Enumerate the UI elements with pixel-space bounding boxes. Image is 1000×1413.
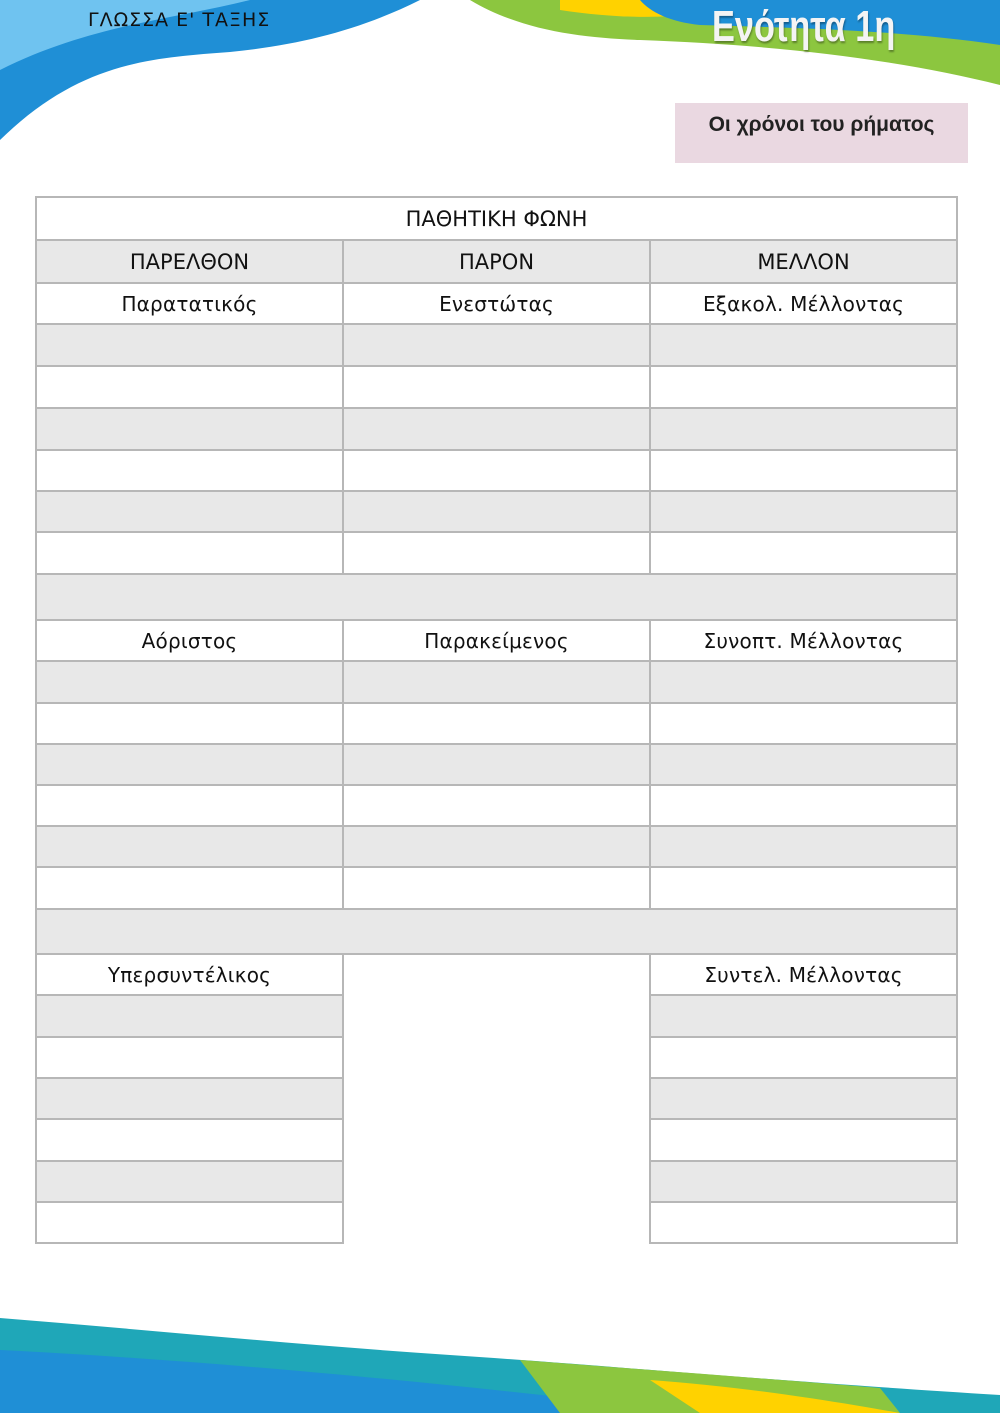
topic-box xyxy=(675,103,968,163)
answer-cell[interactable] xyxy=(649,743,958,786)
answer-cell[interactable] xyxy=(649,1077,958,1120)
answer-cell[interactable] xyxy=(35,743,344,786)
unit-title: Ενότητα 1η xyxy=(712,2,896,51)
answer-cell[interactable] xyxy=(342,743,651,786)
answer-cell[interactable] xyxy=(35,490,344,533)
answer-cell[interactable] xyxy=(35,994,344,1038)
answer-cell[interactable] xyxy=(342,449,651,492)
answer-cell[interactable] xyxy=(649,1160,958,1203)
answer-cell[interactable] xyxy=(35,825,344,868)
tense-header-imperfect: Παρατατικός xyxy=(35,282,344,325)
section-separator xyxy=(35,573,958,621)
tense-header-simple-future: Συνοπτ. Μέλλοντας xyxy=(649,619,958,662)
answer-cell[interactable] xyxy=(35,660,344,704)
answer-cell[interactable] xyxy=(649,866,958,910)
answer-cell[interactable] xyxy=(342,323,651,367)
answer-cell[interactable] xyxy=(35,702,344,745)
subject-label: ΓΛΩΣΣΑ Ε' ΤΑΞΗΣ xyxy=(88,9,271,31)
answer-cell[interactable] xyxy=(649,365,958,409)
answer-cell[interactable] xyxy=(649,784,958,827)
tense-header-continuous-future: Εξακολ. Μέλλοντας xyxy=(649,282,958,325)
answer-cell[interactable] xyxy=(35,323,344,367)
tense-header-present: Ενεστώτας xyxy=(342,282,651,325)
section-separator xyxy=(35,908,958,955)
column-header-past: ΠΑΡΕΛΘΟΝ xyxy=(35,239,344,284)
answer-cell[interactable] xyxy=(342,531,651,575)
answer-cell[interactable] xyxy=(342,660,651,704)
answer-cell[interactable] xyxy=(35,1036,344,1079)
answer-cell[interactable] xyxy=(649,1118,958,1162)
tense-header-perfect: Παρακείμενος xyxy=(342,619,651,662)
answer-cell[interactable] xyxy=(35,1077,344,1120)
answer-cell[interactable] xyxy=(35,531,344,575)
answer-cell[interactable] xyxy=(342,490,651,533)
answer-cell[interactable] xyxy=(649,1201,958,1244)
answer-cell[interactable] xyxy=(35,1118,344,1162)
answer-cell[interactable] xyxy=(649,994,958,1038)
answer-cell[interactable] xyxy=(35,1160,344,1203)
answer-cell[interactable] xyxy=(35,784,344,827)
tense-header-future-perfect: Συντελ. Μέλλοντας xyxy=(649,953,958,996)
answer-cell[interactable] xyxy=(35,365,344,409)
answer-cell[interactable] xyxy=(649,449,958,492)
answer-cell[interactable] xyxy=(649,660,958,704)
tense-header-aorist: Αόριστος xyxy=(35,619,344,662)
answer-cell[interactable] xyxy=(35,1201,344,1244)
answer-cell[interactable] xyxy=(649,323,958,367)
answer-cell[interactable] xyxy=(342,784,651,827)
answer-cell[interactable] xyxy=(35,407,344,451)
answer-cell[interactable] xyxy=(649,407,958,451)
answer-cell[interactable] xyxy=(649,702,958,745)
table-title: ΠΑΘΗΤΙΚΗ ΦΩΝΗ xyxy=(35,196,958,241)
answer-cell[interactable] xyxy=(342,825,651,868)
column-header-future: ΜΕΛΛΟΝ xyxy=(649,239,958,284)
answer-cell[interactable] xyxy=(342,702,651,745)
answer-cell[interactable] xyxy=(342,365,651,409)
answer-cell[interactable] xyxy=(342,866,651,910)
answer-cell[interactable] xyxy=(649,490,958,533)
answer-cell[interactable] xyxy=(649,531,958,575)
tense-header-pluperfect: Υπερσυντέλικος xyxy=(35,953,344,996)
answer-cell[interactable] xyxy=(35,866,344,910)
answer-cell[interactable] xyxy=(342,407,651,451)
topic-label: Οι χρόνοι του ρήματος xyxy=(708,113,935,136)
column-header-present: ΠΑΡΟΝ xyxy=(342,239,651,284)
answer-cell[interactable] xyxy=(649,1036,958,1079)
answer-cell[interactable] xyxy=(649,825,958,868)
answer-cell[interactable] xyxy=(35,449,344,492)
